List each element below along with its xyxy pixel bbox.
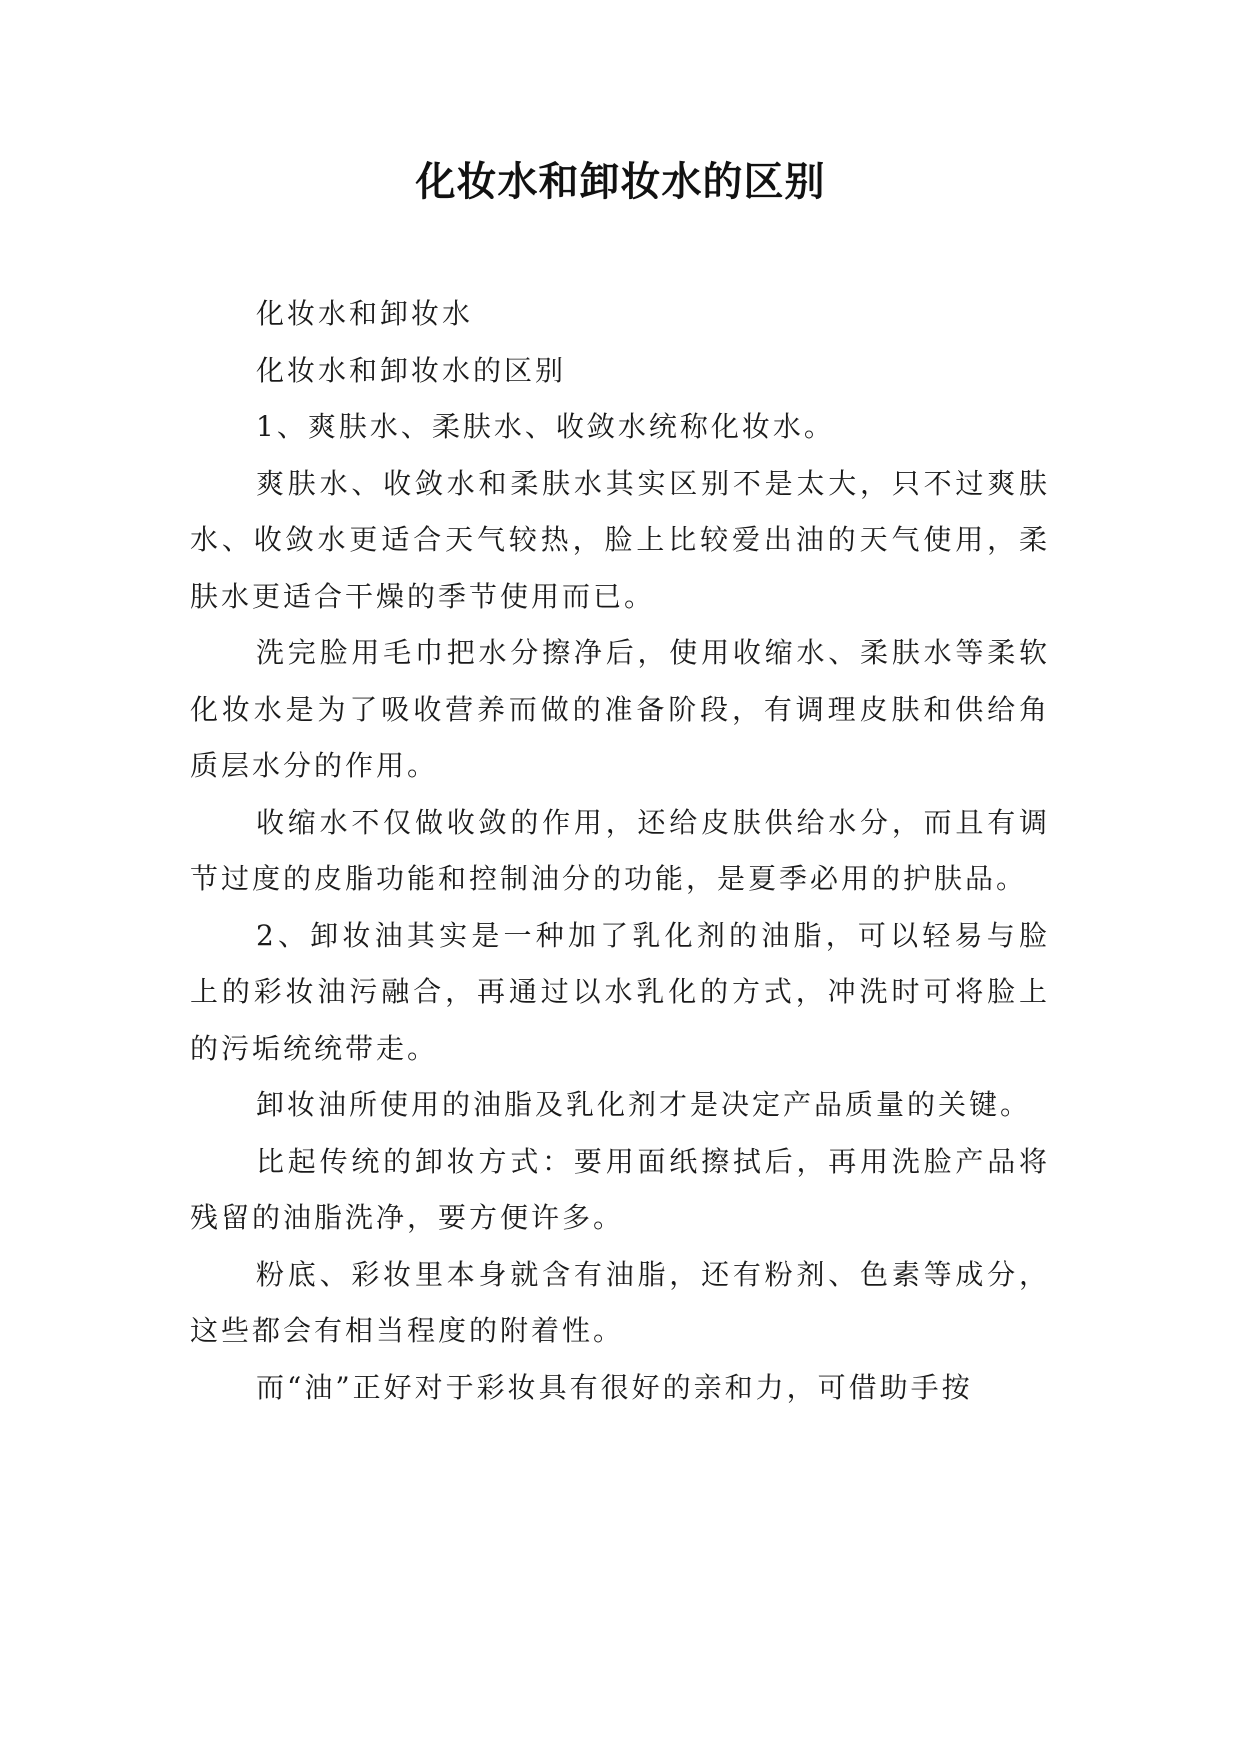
paragraph: 洗完脸用毛巾把水分擦净后，使用收缩水、柔肤水等柔软化妆水是为了吸收营养而做的准备阶段，有调理皮肤和供给角质层水分的作用。 — [190, 636, 1050, 782]
document-body — [190, 286, 1050, 1416]
paragraph: 比起传统的卸妆方式：要用面纸擦拭后，再用洗脸产品将残留的油脂洗净，要方便许多。 — [190, 1144, 1050, 1234]
paragraph: 化妆水和卸妆水 — [256, 297, 474, 330]
paragraph: 爽肤水、收敛水和柔肤水其实区别不是太大，只不过爽肤水、收敛水更适合天气较热，脸上比较爱出油的天气使用，柔肤水更适合干燥的季节使用而已。 — [190, 466, 1050, 613]
paragraph: 2、卸妆油其实是一种加了乳化剂的油脂，可以轻易与脸上的彩妆油污融合，再通过以水乳化的方式，冲洗时可将脸上的污垢统统带走。 — [190, 918, 1050, 1065]
paragraph: 卸妆油所使用的油脂及乳化剂才是决定产品质量的关键。 — [256, 1088, 1032, 1121]
paragraph: 而“油”正好对于彩妆具有很好的亲和力，可借助手按 — [256, 1370, 973, 1404]
document-title: 化妆水和卸妆水的区别 — [415, 159, 826, 205]
paragraph: 收缩水不仅做收敛的作用，还给皮肤供给水分，而且有调节过度的皮脂功能和控制油分的功能，是夏季必用的护肤品。 — [190, 805, 1050, 895]
paragraph: 粉底、彩妆里本身就含有油脂，还有粉剂、色素等成分，这些都会有相当程度的附着性。 — [190, 1257, 1050, 1347]
paragraph: 化妆水和卸妆水的区别 — [256, 353, 567, 387]
paragraph: 1、爽肤水、柔肤水、收敛水统称化妆水。 — [256, 410, 835, 443]
